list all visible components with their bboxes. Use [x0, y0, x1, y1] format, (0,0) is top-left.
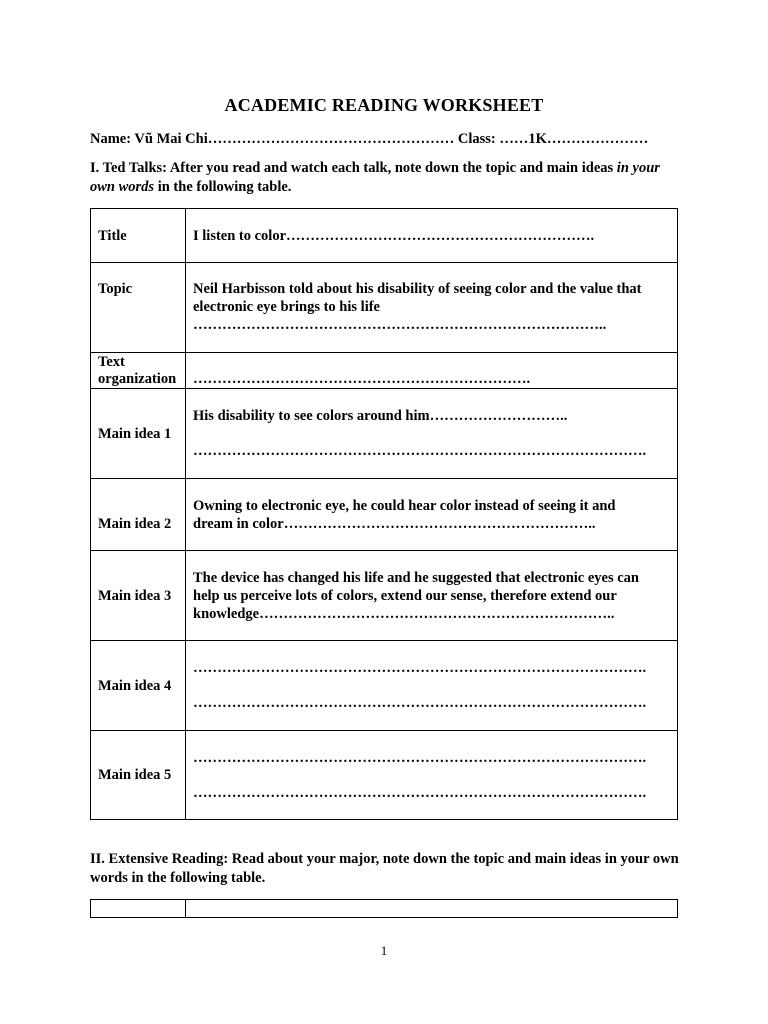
row-content-cell[interactable]: [186, 900, 678, 918]
row-content[interactable]: [186, 263, 678, 353]
content-line: His disability to see colors around him………………………..: [193, 408, 568, 424]
content-line: ………………………………………………………………………………….: [193, 784, 647, 801]
row-label: Main idea 4: [91, 641, 186, 731]
row-label: Main idea 5: [91, 731, 186, 820]
row-content[interactable]: [186, 479, 678, 551]
table-row-main-idea-5: [91, 731, 678, 820]
row-label: Text organization: [91, 353, 186, 389]
section-1-text: I. Ted Talks: After you read and watch each talk, note down the topic and main ideas: [90, 160, 617, 176]
content-line: [193, 425, 670, 442]
content-line: The device has changed his life and he suggested that electronic eyes can: [193, 569, 639, 586]
section-1-instructions: [90, 159, 680, 197]
table-row-main-idea-4: [91, 641, 678, 731]
content-line: electronic eye brings to his life: [193, 299, 380, 315]
table-row-text-organization: [91, 353, 678, 389]
table-row-main-idea-1: [91, 389, 678, 479]
content-line: Owning to electronic eye, he could hear color instead of seeing it and: [193, 498, 616, 514]
content-line: ………………………………………………………………………………….: [193, 660, 647, 676]
row-label-cell[interactable]: [91, 900, 186, 918]
table-row: [91, 900, 678, 918]
row-content[interactable]: [186, 209, 678, 263]
content-line: I listen to color……………………………………………………….: [193, 227, 595, 244]
content-line: ………………………………………………………………………………….: [193, 443, 647, 459]
content-line: help us perceive lots of colors, extend our sense, therefore extend our: [193, 587, 617, 604]
name-class-line: Name: Vũ Mai Chi…………………………………………… Class: ……1K…………………: [90, 131, 649, 147]
section-1-text-end: in the following table.: [154, 179, 292, 195]
page-number: 1: [380, 943, 388, 958]
row-label: Title: [91, 209, 186, 263]
content-line: [193, 767, 670, 784]
row-label: Main idea 1: [91, 389, 186, 479]
content-line: ………………………………………………………………………………….: [193, 749, 647, 766]
ted-talks-table: [90, 208, 678, 820]
content-line: dream in color………………………………………………………..: [193, 516, 596, 532]
row-content[interactable]: [186, 731, 678, 820]
content-line: …………………………………………………………….: [193, 371, 531, 387]
content-line: [193, 677, 670, 694]
row-label: Main idea 3: [91, 551, 186, 641]
row-content[interactable]: [186, 389, 678, 479]
content-line: knowledge………………………………………………………………..: [193, 605, 615, 622]
row-label: Topic: [91, 263, 186, 353]
row-label: Main idea 2: [91, 479, 186, 551]
page-title: ACADEMIC READING WORKSHEET: [224, 95, 544, 115]
row-content[interactable]: [186, 551, 678, 641]
table-row-title: [91, 209, 678, 263]
table-row-main-idea-2: [91, 479, 678, 551]
row-content[interactable]: [186, 353, 678, 389]
section-2-instructions: II. Extensive Reading: Read about your major, note down the topic and main ideas in your own words in the following table.: [90, 851, 679, 886]
section-1-italic: in your own words: [90, 160, 660, 195]
content-line: Neil Harbisson told about his disability of seeing color and the value that: [193, 281, 642, 297]
content-line: ………………………………………………………………………………….: [193, 695, 647, 711]
extensive-reading-table: [90, 899, 678, 918]
row-content[interactable]: [186, 641, 678, 731]
table-row-main-idea-3: [91, 551, 678, 641]
content-line: …………………………………………………………………………..: [193, 317, 607, 333]
table-row-topic: [91, 263, 678, 353]
